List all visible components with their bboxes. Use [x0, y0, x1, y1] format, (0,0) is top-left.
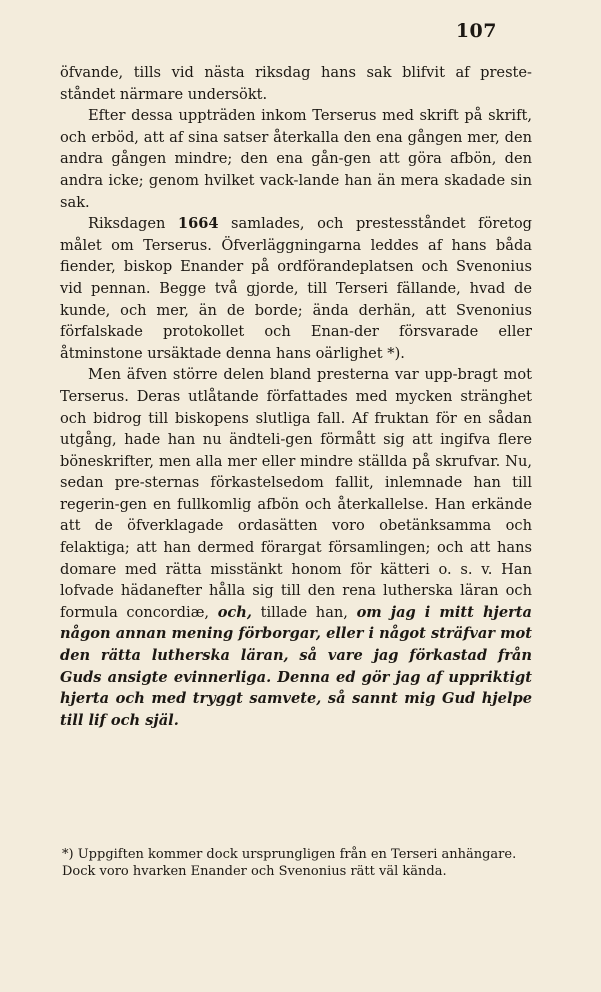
- body-text: [60, 62, 532, 731]
- text-segment: öfvande, tills vid nästa riksdag hans sak blifvit af preste-ståndet närmare undersökt.: [60, 64, 532, 103]
- page-number: 107: [455, 20, 497, 42]
- footnote-marker: *): [62, 847, 74, 862]
- paragraph: [60, 105, 532, 213]
- paragraph: [60, 364, 532, 731]
- text-segment: samlades, och prestesståndet företog målet om Terserus. Öfverläggningarna leddes af hans båda fiender, biskop Enander på ordförandeplatsen och Svenonius vid pennan. Begge två gjorde, till Terseri fällande, hvad de kunde, och mer, än de borde; ända derhän, att Svenonius förfalskade protokollet och Enan-der försvarade eller åtminstone ursäktade denna hans oärlighet *).: [60, 215, 532, 362]
- text-segment: tillade han,: [252, 603, 357, 621]
- italic-text: och,: [217, 603, 252, 621]
- text-segment: Riksdagen: [88, 215, 178, 233]
- paragraph: [60, 213, 532, 364]
- paragraph: [60, 62, 532, 105]
- oath-quote: om jag i mitt hjerta någon annan mening förborgar, eller i något sträfvar mot den rätta lutherska läran, så vare jag förkastad från Guds ansigte evinnerliga. Denna ed gör jag af uppriktigt hjerta och med tryggt samvete, så sannt mig Gud hjelpe till lif och själ.: [60, 603, 533, 729]
- year-text: 1664: [177, 215, 219, 233]
- text-segment: Efter dessa uppträden inkom Terserus med skrift på skrift, och erböd, att af sina satser återkalla den ena gången mer, den andra gången mindre; den ena gån-gen att göra afbön, den andra icke; genom hvilket vack-lande han än mera skadade sin sak.: [60, 107, 532, 211]
- footnote-text: Uppgiften kommer dock ursprungligen från en Terseri anhängare. Dock voro hvarken Enander och Svenonius rätt väl kända.: [62, 847, 517, 879]
- footnote: [62, 846, 532, 880]
- text-segment: Men äfven större delen bland presterna var upp-bragt mot Terserus. Deras utlåtande författades med mycken stränghet och bidrog till biskopens slutliga fall. Af fruktan för en sådan utgång, hade han nu ändteli-gen förmått sig att ingifva flere böneskrifter, men alla mer eller mindre ställda på skrufvar. Nu, sedan pre-sternas förkastelsedom fallit, inlemnade han till regerin-gen en fullkomlig afbön och återkallelse. Han erkände att de öfverklagade ordasätten voro obetänksamma och felaktiga; att han dermed förargat församlingen; och att hans domare med rätta misstänkt honom för kätteri o. s. v. Han lofvade hädanefter hålla sig till den rena lutherska läran och formula concordiæ,: [60, 366, 532, 621]
